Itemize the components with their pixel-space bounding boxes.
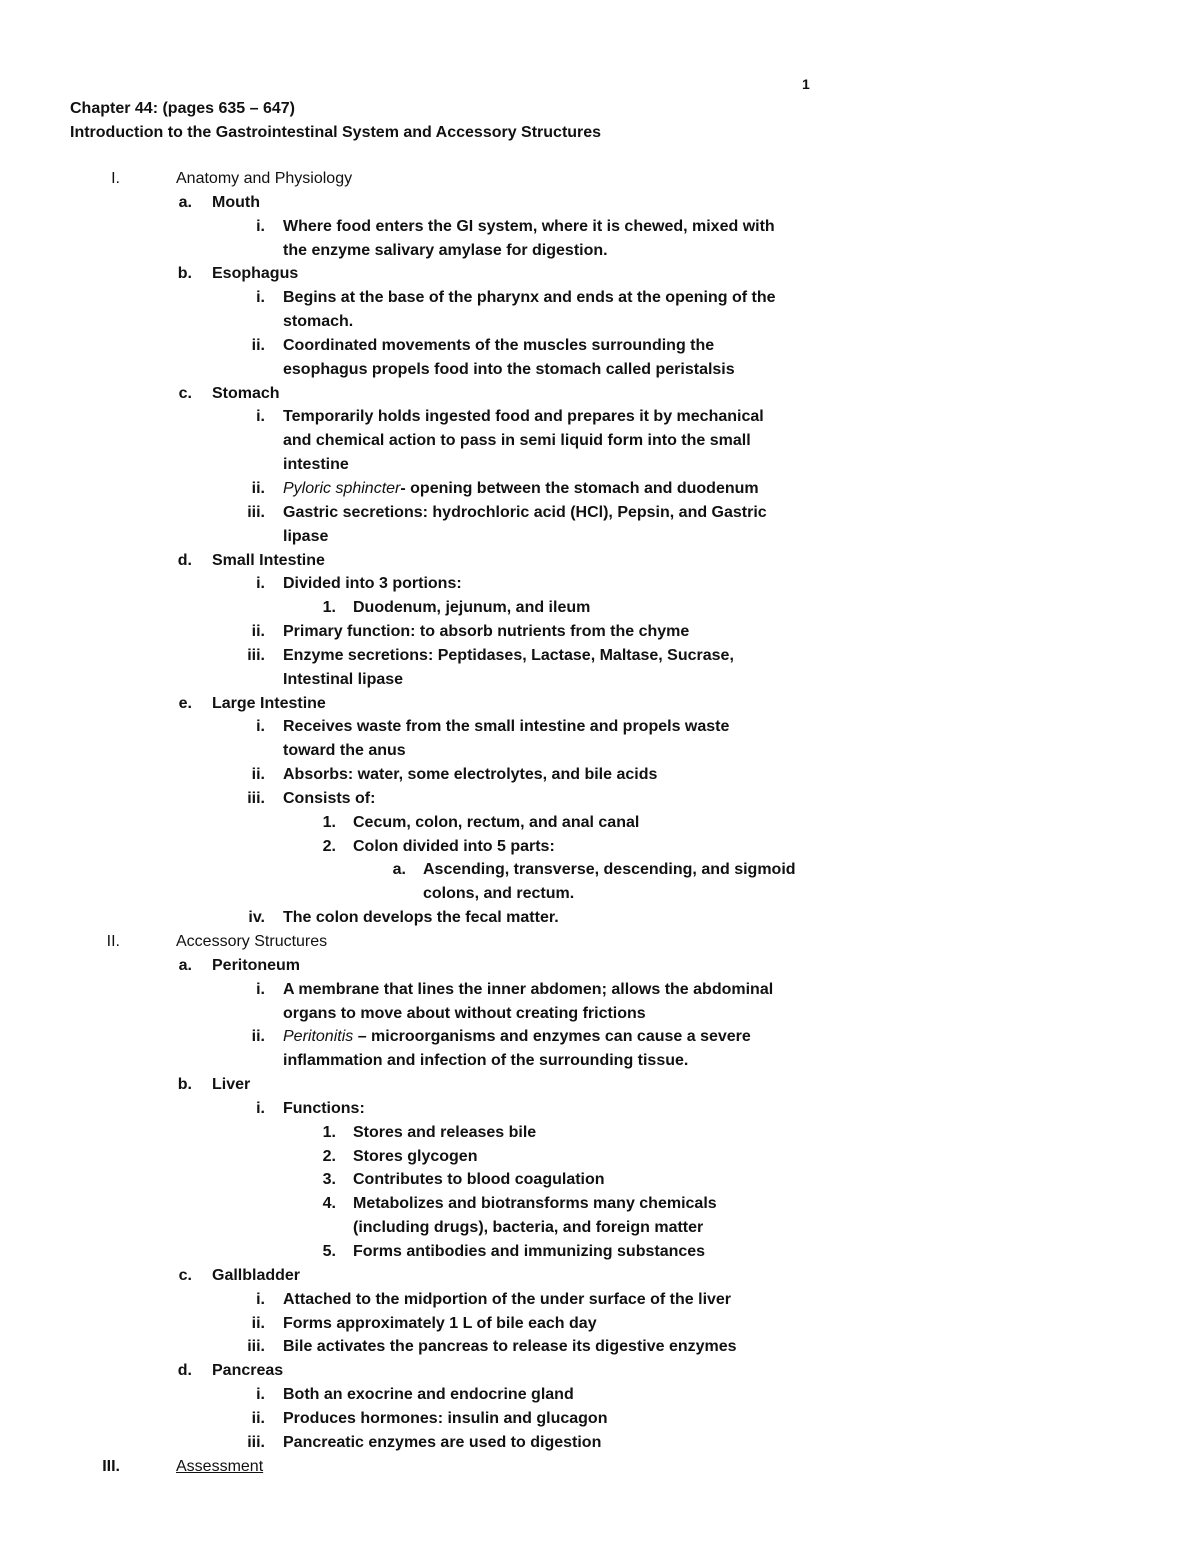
document-header — [70, 97, 970, 145]
italic-term: Peritonitis — [283, 1028, 354, 1046]
item-number: 1. — [322, 813, 336, 831]
subsection-letter: b. — [177, 1076, 192, 1094]
item-numeral: i. — [256, 217, 265, 235]
outline-item-continuation — [0, 310, 1200, 334]
numbered-item-continuation — [0, 1216, 1200, 1240]
subsection-heading — [0, 262, 1200, 286]
outline-item — [0, 501, 1200, 525]
subsection-heading — [0, 1359, 1200, 1383]
item-numeral: iii. — [247, 789, 265, 807]
subsection-title: Peritoneum — [212, 956, 301, 974]
outline — [0, 167, 1200, 1478]
item-text: Primary function: to absorb nutrients from the chyme — [283, 623, 690, 641]
outline-item — [0, 978, 1200, 1002]
item-numeral: i. — [256, 1099, 265, 1117]
item-text: lipase — [283, 527, 329, 545]
subsection-title: Pancreas — [212, 1362, 284, 1380]
outline-item — [0, 405, 1200, 429]
outline-item — [0, 763, 1200, 787]
item-number: 2. — [322, 1147, 336, 1165]
item-text: Enzyme secretions: Peptidases, Lactase, Maltase, Sucrase, — [283, 646, 734, 664]
outline-item — [0, 1025, 1200, 1049]
outline-item — [0, 1097, 1200, 1121]
numbered-item — [0, 1145, 1200, 1169]
subsection-letter: a. — [178, 193, 192, 211]
section-numeral: I. — [111, 170, 120, 187]
item-text: The colon develops the fecal matter. — [283, 909, 559, 927]
item-text: Functions: — [283, 1099, 365, 1117]
item-text: Metabolizes and biotransforms many chemicals — [353, 1195, 717, 1213]
item-numeral: iv. — [248, 909, 265, 927]
chapter-title: Introduction to the Gastrointestinal System and Accessory Structures — [70, 124, 602, 141]
outline-item-continuation — [0, 453, 1200, 477]
item-number: 5. — [322, 1242, 336, 1260]
outline-item — [0, 620, 1200, 644]
numbered-item — [0, 835, 1200, 859]
section-heading — [0, 930, 1200, 954]
item-numeral: i. — [256, 575, 265, 593]
item-number: 2. — [322, 837, 336, 855]
outline-item — [0, 1335, 1200, 1359]
subsection-title: Liver — [212, 1076, 251, 1094]
outline-item — [0, 477, 1200, 501]
item-numeral: i. — [256, 1386, 265, 1404]
item-text: intestine — [283, 456, 349, 474]
item-text: Absorbs: water, some electrolytes, and bile acids — [283, 766, 658, 784]
item-text: Pancreatic enzymes are used to digestion — [283, 1433, 602, 1451]
term-definition: – microorganisms and enzymes can cause a severe — [353, 1028, 751, 1046]
item-numeral: ii. — [251, 1314, 265, 1332]
item-text: Gastric secretions: hydrochloric acid (HCl), Pepsin, and Gastric — [283, 503, 767, 521]
item-text: Where food enters the GI system, where it is chewed, mixed with — [283, 217, 775, 235]
subsection-title: Large Intestine — [212, 694, 326, 712]
item-text — [283, 477, 759, 501]
outline-item — [0, 1312, 1200, 1336]
section-title: Anatomy and Physiology — [176, 170, 353, 187]
outline-item — [0, 572, 1200, 596]
subsection-heading — [0, 1264, 1200, 1288]
item-text: Both an exocrine and endocrine gland — [283, 1386, 574, 1404]
subsection-title: Esophagus — [212, 265, 299, 283]
item-text: and chemical action to pass in semi liquid form into the small — [283, 432, 751, 450]
outline-item-continuation — [0, 739, 1200, 763]
item-number: 4. — [322, 1195, 336, 1213]
item-numeral: ii. — [251, 766, 265, 784]
numbered-item — [0, 811, 1200, 835]
section-numeral: III. — [102, 1457, 120, 1475]
numbered-item — [0, 596, 1200, 620]
outline-item — [0, 1431, 1200, 1455]
outline-item-continuation — [0, 1002, 1200, 1026]
item-numeral: i. — [256, 980, 265, 998]
item-text: Contributes to blood coagulation — [353, 1171, 605, 1189]
numbered-item — [0, 1240, 1200, 1264]
chapter-heading: Chapter 44: (pages 635 – 647) — [70, 100, 295, 117]
item-text: Coordinated movements of the muscles surrounding the — [283, 336, 715, 354]
subsection-title: Stomach — [212, 384, 280, 402]
outline-item — [0, 334, 1200, 358]
outline-item-continuation — [0, 668, 1200, 692]
item-text: Colon divided into 5 parts: — [353, 837, 555, 855]
outline-item-continuation — [0, 239, 1200, 263]
item-text: toward the anus — [283, 742, 406, 760]
item-text: Stores and releases bile — [353, 1123, 537, 1141]
item-text: Intestinal lipase — [283, 670, 404, 688]
item-text: Ascending, transverse, descending, and sigmoid — [423, 861, 796, 879]
item-numeral: ii. — [251, 336, 265, 354]
item-letter: a. — [392, 861, 406, 879]
lettered-subitem — [0, 858, 1200, 882]
item-text: A membrane that lines the inner abdomen; allows the abdominal — [283, 980, 774, 998]
item-text: Attached to the midportion of the under surface of the liver — [283, 1290, 732, 1308]
subsection-letter: c. — [178, 384, 192, 402]
subsection-heading — [0, 382, 1200, 406]
italic-term: Pyloric sphincter — [283, 479, 401, 497]
subsection-heading — [0, 1073, 1200, 1097]
item-numeral: i. — [256, 1290, 265, 1308]
item-text: Receives waste from the small intestine and propels waste — [283, 718, 730, 736]
section-heading — [0, 167, 1200, 191]
subsection-letter: a. — [178, 956, 192, 974]
item-numeral: iii. — [247, 1433, 265, 1451]
item-numeral: iii. — [247, 1338, 265, 1356]
item-text: Begins at the base of the pharynx and ends at the opening of the — [283, 289, 776, 307]
subsection-letter: d. — [177, 551, 192, 569]
item-text: Stores glycogen — [353, 1147, 478, 1165]
item-text: stomach. — [283, 313, 354, 331]
outline-item — [0, 787, 1200, 811]
item-number: 1. — [322, 599, 336, 617]
outline-item — [0, 215, 1200, 239]
subsection-title: Small Intestine — [212, 551, 325, 569]
outline-item — [0, 286, 1200, 310]
outline-item — [0, 1407, 1200, 1431]
item-numeral: ii. — [251, 479, 265, 497]
item-number: 1. — [322, 1123, 336, 1141]
outline-item — [0, 1383, 1200, 1407]
section-title: Assessment — [176, 1457, 264, 1475]
outline-item — [0, 1288, 1200, 1312]
subsection-letter: e. — [178, 694, 192, 712]
subsection-letter: d. — [177, 1362, 192, 1380]
item-text: esophagus propels food into the stomach called peristalsis — [283, 360, 735, 378]
term-definition: - opening between the stomach and duodenum — [400, 479, 759, 497]
item-text: Cecum, colon, rectum, and anal canal — [353, 813, 640, 831]
item-text: Produces hormones: insulin and glucagon — [283, 1409, 608, 1427]
item-text: colons, and rectum. — [423, 885, 575, 903]
item-numeral: ii. — [251, 623, 265, 641]
outline-item-continuation — [0, 358, 1200, 382]
section-numeral: II. — [106, 933, 120, 950]
section-heading — [0, 1455, 1200, 1479]
section-title: Accessory Structures — [176, 933, 328, 950]
item-numeral: iii. — [247, 646, 265, 664]
item-text: inflammation and infection of the surrounding tissue. — [283, 1052, 689, 1070]
subsection-letter: c. — [178, 1266, 192, 1284]
item-number: 3. — [322, 1171, 336, 1189]
subsection-title: Gallbladder — [212, 1266, 301, 1284]
item-text: the enzyme salivary amylase for digestion. — [283, 241, 608, 259]
subsection-heading — [0, 191, 1200, 215]
outline-item — [0, 906, 1200, 930]
item-text — [283, 1025, 751, 1049]
item-text: organs to move about without creating frictions — [283, 1004, 646, 1022]
item-numeral: i. — [256, 408, 265, 426]
subsection-title: Mouth — [212, 193, 260, 211]
item-text: Temporarily holds ingested food and prepares it by mechanical — [283, 408, 764, 426]
subsection-heading — [0, 549, 1200, 573]
item-text: Consists of: — [283, 789, 376, 807]
item-text: Duodenum, jejunum, and ileum — [353, 599, 591, 617]
item-text: Divided into 3 portions: — [283, 575, 462, 593]
page-number: 1 — [802, 76, 810, 92]
item-text: Forms approximately 1 L of bile each day — [283, 1314, 597, 1332]
subsection-letter: b. — [177, 265, 192, 283]
subsection-heading — [0, 954, 1200, 978]
item-text: (including drugs), bacteria, and foreign matter — [353, 1219, 704, 1237]
numbered-item — [0, 1168, 1200, 1192]
item-text: Bile activates the pancreas to release its digestive enzymes — [283, 1338, 737, 1356]
item-numeral: i. — [256, 289, 265, 307]
lettered-subitem-continuation — [0, 882, 1200, 906]
outline-item — [0, 644, 1200, 668]
item-numeral: iii. — [247, 503, 265, 521]
subsection-heading — [0, 692, 1200, 716]
numbered-item — [0, 1121, 1200, 1145]
outline-item-continuation — [0, 429, 1200, 453]
outline-item — [0, 715, 1200, 739]
item-text: Forms antibodies and immunizing substances — [353, 1242, 706, 1260]
item-numeral: ii. — [251, 1409, 265, 1427]
outline-item-continuation — [0, 1049, 1200, 1073]
outline-item-continuation — [0, 525, 1200, 549]
numbered-item — [0, 1192, 1200, 1216]
item-numeral: i. — [256, 718, 265, 736]
item-numeral: ii. — [251, 1028, 265, 1046]
